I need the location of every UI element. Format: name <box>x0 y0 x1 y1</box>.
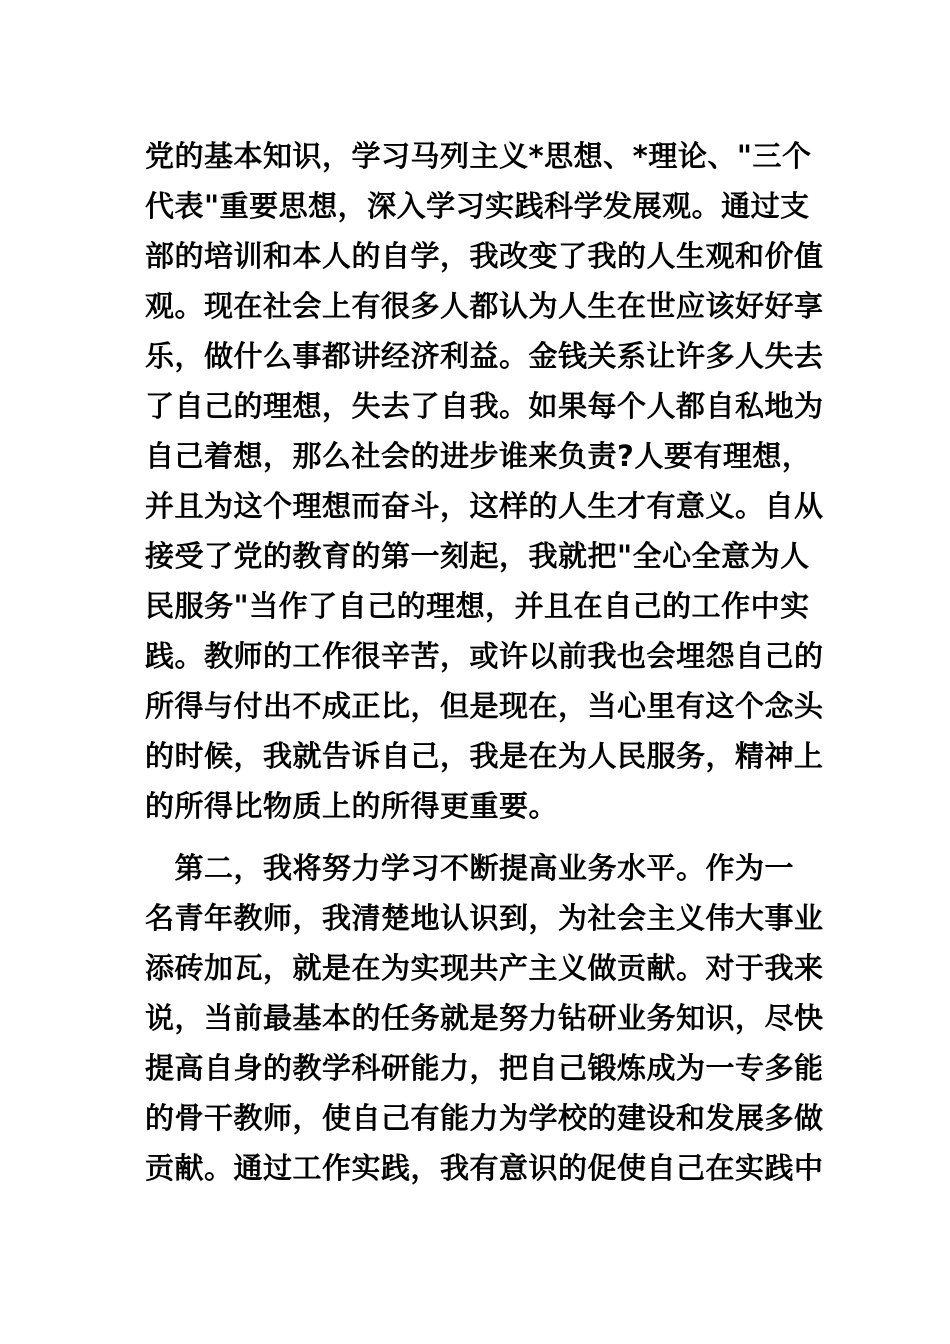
text-line: 名青年教师，我清楚地认识到，为社会主义伟大事业 <box>145 901 824 935</box>
text-line: 部的培训和本人的自学，我改变了我的人生观和价值 <box>145 239 824 273</box>
text-line: 代表"重要思想，深入学习实践科学发展观。通过支 <box>145 189 810 223</box>
text-line: 了自己的理想，失去了自我。如果每个人都自私地为 <box>145 389 824 423</box>
text-line: 添砖加瓦，就是在为实现共产主义做贡献。对于我来 <box>145 951 824 985</box>
text-line: 提高自身的教学科研能力，把自己锻炼成为一专多能 <box>145 1051 824 1085</box>
text-line: 自己着想，那么社会的进步谁来负责?人要有理想， <box>145 439 812 473</box>
text-line: 党的基本知识，学习马列主义*思想、*理论、"三个 <box>145 139 812 173</box>
text-line: 接受了党的教育的第一刻起，我就把"全心全意为人 <box>145 539 810 573</box>
text-line: 第二，我将努力学习不断提高业务水平。作为一 <box>145 851 795 885</box>
text-line: 的时候，我就告诉自己，我是在为人民服务，精神上 <box>145 739 824 773</box>
text-line: 并且为这个理想而奋斗，这样的人生才有意义。自从 <box>145 489 824 523</box>
text-line: 的骨干教师，使自己有能力为学校的建设和发展多做 <box>145 1101 824 1135</box>
paragraph-1 <box>145 131 824 831</box>
text-line: 乐，做什么事都讲经济利益。金钱关系让许多人失去 <box>145 339 824 373</box>
text-line: 说，当前最基本的任务就是努力钻研业务知识，尽快 <box>145 1001 824 1035</box>
text-line: 的所得比物质上的所得更重要。 <box>145 789 559 823</box>
text-line: 民服务"当作了自己的理想，并且在自己的工作中实 <box>145 589 810 623</box>
text-line: 践。教师的工作很辛苦，或许以前我也会埋怨自己的 <box>145 639 824 673</box>
text-line: 所得与付出不成正比，但是现在，当心里有这个念头 <box>145 689 824 723</box>
paragraph-2 <box>145 843 824 1193</box>
text-line: 贡献。通过工作实践，我有意识的促使自己在实践中 <box>145 1151 824 1185</box>
text-line: 观。现在社会上有很多人都认为人生在世应该好好享 <box>145 289 824 323</box>
